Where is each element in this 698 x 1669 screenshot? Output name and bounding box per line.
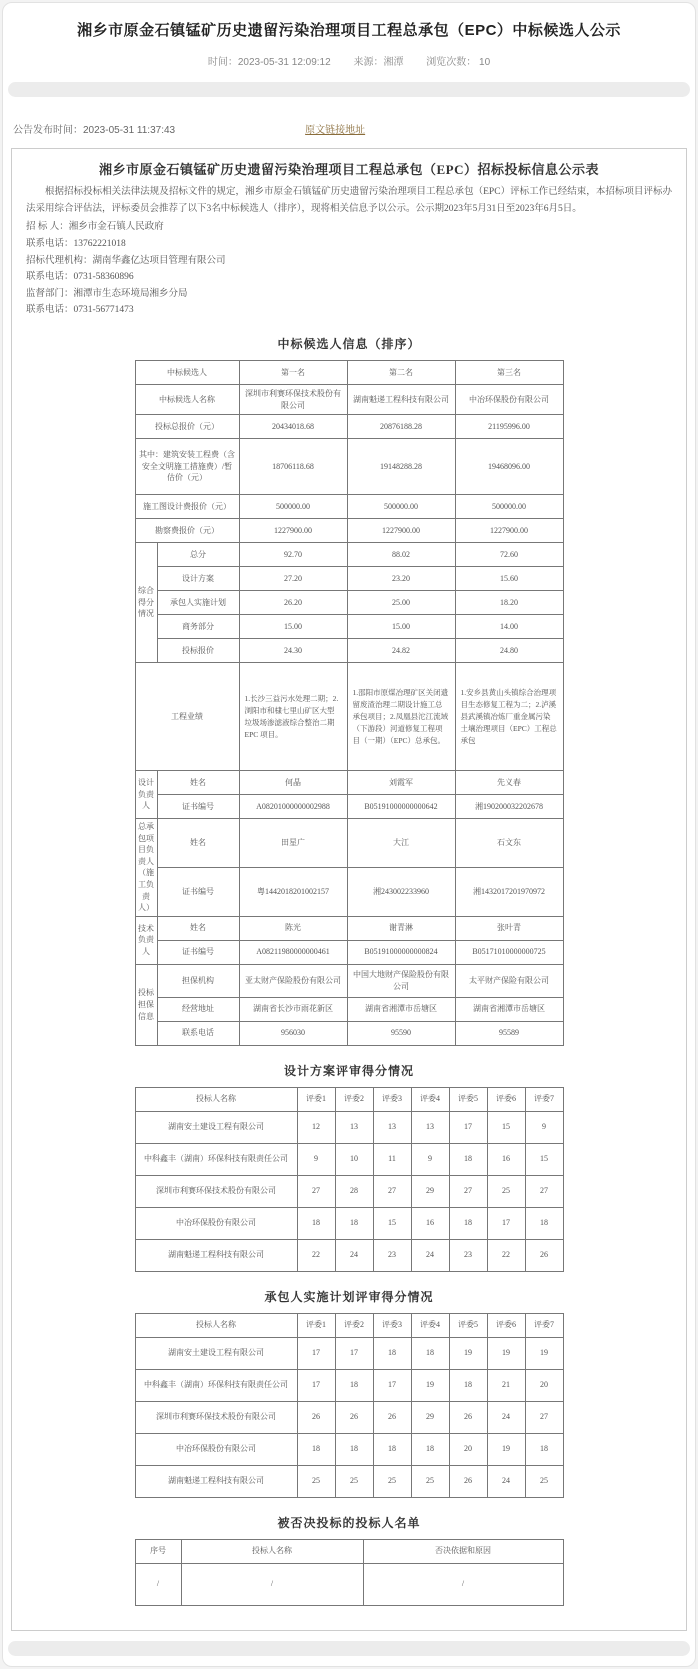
meta-source: 来源：湘潭 xyxy=(353,57,404,68)
score-cell: 24 xyxy=(411,1239,449,1271)
table-row xyxy=(135,1337,563,1369)
score-cell: 27 xyxy=(449,1175,487,1207)
cell: 太平财产保险有限公司 xyxy=(455,964,563,997)
bidder-name: 深圳市利赛环保技术股份有限公司 xyxy=(135,1401,297,1433)
cell: 湘190200032202678 xyxy=(455,795,563,819)
cell: 张叶青 xyxy=(455,916,563,940)
cell: 95589 xyxy=(455,1021,563,1045)
score-cell: 27 xyxy=(297,1175,335,1207)
score-cell: 26 xyxy=(449,1401,487,1433)
table-row xyxy=(135,1433,563,1465)
score-cell: 19 xyxy=(411,1369,449,1401)
score-cell: 18 xyxy=(335,1207,373,1239)
score-cell: 27 xyxy=(525,1175,563,1207)
table-row xyxy=(135,663,563,771)
table-row xyxy=(135,916,563,940)
plan-scores-table xyxy=(135,1313,564,1498)
score-cell: 16 xyxy=(487,1143,525,1175)
meta-row xyxy=(3,53,695,68)
cell: 1.邵阳市原煤冶理矿区关闭遗留废渣治理二期设计施工总承包项目；2.凤凰县沱江流域（下游段）河道修复工程项目（一期）（EPC）总承包。 xyxy=(347,663,455,771)
cell: A08201000000002988 xyxy=(239,795,347,819)
bidder-name: 湖南安土建设工程有限公司 xyxy=(135,1337,297,1369)
design-scores-table xyxy=(135,1087,564,1272)
row-label: 其中：建筑安装工程费（含安全文明施工措施费）/暂估价（元） xyxy=(135,439,239,495)
announcement-document xyxy=(11,148,687,1631)
meta-views: 浏览次数： 10 xyxy=(426,57,491,68)
cell: 23.20 xyxy=(347,567,455,591)
bidder-name: 湖南魁递工程科技有限公司 xyxy=(135,1465,297,1497)
score-cell: 23 xyxy=(373,1239,411,1271)
score-cell: 17 xyxy=(373,1369,411,1401)
cell: 88.02 xyxy=(347,543,455,567)
table-row xyxy=(135,1207,563,1239)
row-label: 担保机构 xyxy=(157,964,239,997)
score-cell: 18 xyxy=(411,1337,449,1369)
table-header-row xyxy=(135,1087,563,1111)
score-cell: 16 xyxy=(411,1207,449,1239)
score-cell: 20 xyxy=(525,1369,563,1401)
score-cell: 20 xyxy=(449,1433,487,1465)
cell: 何晶 xyxy=(239,771,347,795)
cell: 26.20 xyxy=(239,591,347,615)
cell: 湖南省湘潭市岳塘区 xyxy=(455,997,563,1021)
score-cell: 17 xyxy=(449,1111,487,1143)
supervisor-line: 监督部门：湘潭市生态环境局湘乡分局 xyxy=(26,288,188,299)
table-header-row xyxy=(135,1313,563,1337)
cell: 24.80 xyxy=(455,639,563,663)
score-cell: 11 xyxy=(373,1143,411,1175)
col-header: 评委4 xyxy=(411,1087,449,1111)
table-row xyxy=(135,385,563,415)
cell: 20434018.68 xyxy=(239,415,347,439)
score-cell: 18 xyxy=(335,1433,373,1465)
cell: 72.60 xyxy=(455,543,563,567)
row-label: 联系电话 xyxy=(157,1021,239,1045)
table-row xyxy=(135,495,563,519)
row-label: 商务部分 xyxy=(157,615,239,639)
score-cell: 25 xyxy=(525,1465,563,1497)
row-label: 投标总报价（元） xyxy=(135,415,239,439)
table-row xyxy=(135,867,563,916)
score-cell: 24 xyxy=(335,1239,373,1271)
design-scores-section-title: 设计方案评审得分情况 xyxy=(283,1063,414,1078)
col-header: 评委6 xyxy=(487,1087,525,1111)
cell: 18.20 xyxy=(455,591,563,615)
cell: 24.30 xyxy=(239,639,347,663)
cell: 24.82 xyxy=(347,639,455,663)
candidates-section-title: 中标候选人信息（排序） xyxy=(277,337,421,351)
row-label: 姓名 xyxy=(157,771,239,795)
score-cell: 17 xyxy=(297,1369,335,1401)
table-row xyxy=(135,940,563,964)
table-row xyxy=(135,439,563,495)
cell: 湖南魁递工程科技有限公司 xyxy=(347,385,455,415)
cell: 20876188.28 xyxy=(347,415,455,439)
score-cell: 18 xyxy=(335,1369,373,1401)
cell: 湘243002233960 xyxy=(347,867,455,916)
col-header: 评委5 xyxy=(449,1313,487,1337)
table-row xyxy=(135,1111,563,1143)
person-group-label: 技术负责人 xyxy=(135,916,157,964)
document-intro: 根据招标投标相关法律法规及招标文件的规定，湘乡市原金石镇锰矿历史遗留污染治理项目工程总承包（EPC）评标工作已经结束，本招标项目评标办法采用综合评估法，评标委员会推荐了以下3名中标候选人（排序），现将相关信息予以公示。公示期2023年5月31日至2023年6月5日。 xyxy=(26,187,672,214)
score-cell: 19 xyxy=(487,1433,525,1465)
col-header: 评委2 xyxy=(335,1313,373,1337)
score-cell: 19 xyxy=(487,1337,525,1369)
score-cell: 18 xyxy=(297,1433,335,1465)
score-cell: 13 xyxy=(373,1111,411,1143)
cell: A08211980000000461 xyxy=(239,940,347,964)
score-cell: 15 xyxy=(525,1143,563,1175)
cell: 1227900.00 xyxy=(239,519,347,543)
score-cell: 25 xyxy=(297,1465,335,1497)
table-row xyxy=(135,591,563,615)
cell: 第一名 xyxy=(239,361,347,385)
cell: 21195996.00 xyxy=(455,415,563,439)
publish-time: 公告发布时间：2023-05-31 11:37:43 xyxy=(13,125,176,136)
table-row xyxy=(135,519,563,543)
col-header: 评委3 xyxy=(373,1313,411,1337)
row-label: 中标候选人 xyxy=(135,361,239,385)
cell: 15.00 xyxy=(347,615,455,639)
score-cell: 29 xyxy=(411,1175,449,1207)
row-label: 姓名 xyxy=(157,819,239,868)
cell: 500000.00 xyxy=(239,495,347,519)
row-label: 工程业绩 xyxy=(135,663,239,771)
cell: 27.20 xyxy=(239,567,347,591)
row-label: 证书编号 xyxy=(157,867,239,916)
table-row xyxy=(135,771,563,795)
contact-lines xyxy=(26,219,672,319)
score-cell: 24 xyxy=(487,1401,525,1433)
cell: 19148288.28 xyxy=(347,439,455,495)
table-row xyxy=(135,543,563,567)
score-cell: 18 xyxy=(525,1207,563,1239)
cell: 第二名 xyxy=(347,361,455,385)
score-cell: 25 xyxy=(411,1465,449,1497)
cell: 湖南省长沙市雨花新区 xyxy=(239,997,347,1021)
score-cell: 18 xyxy=(449,1369,487,1401)
score-cell: 19 xyxy=(525,1337,563,1369)
score-cell: 22 xyxy=(487,1239,525,1271)
cell: 95590 xyxy=(347,1021,455,1045)
cell: 深圳市利赛环保技术股份有限公司 xyxy=(239,385,347,415)
row-label: 勘察费报价（元） xyxy=(135,519,239,543)
score-cell: 9 xyxy=(297,1143,335,1175)
cell: 1.安乡县黄山头镇综合治理项目生态修复工程为二；2.泸溪县武溪镇冶炼厂重金属污染土壤治理项目（EPC）工程总承包 xyxy=(455,663,563,771)
score-cell: 18 xyxy=(297,1207,335,1239)
score-cell: 18 xyxy=(411,1433,449,1465)
score-cell: 18 xyxy=(525,1433,563,1465)
col-header: 评委1 xyxy=(297,1087,335,1111)
cell: 1227900.00 xyxy=(455,519,563,543)
tenderer-phone-line: 联系电话：13762221018 xyxy=(26,238,126,249)
score-cell: 18 xyxy=(373,1337,411,1369)
agency-line: 招标代理机构：湖南华鑫亿达项目管理有限公司 xyxy=(26,255,226,266)
score-cell: 26 xyxy=(449,1465,487,1497)
col-header: 投标人名称 xyxy=(181,1539,363,1563)
table-row xyxy=(135,1465,563,1497)
table-row xyxy=(135,1401,563,1433)
cell: 陈光 xyxy=(239,916,347,940)
score-cell: 10 xyxy=(335,1143,373,1175)
document-title: 湘乡市原金石镇锰矿历史遗留污染治理项目工程总承包（EPC）招标投标信息公示表 xyxy=(98,162,599,177)
original-link[interactable]: 原文链接地址 xyxy=(305,125,366,136)
score-cell: 25 xyxy=(335,1465,373,1497)
bidder-name: 中冶环保股份有限公司 xyxy=(135,1433,297,1465)
row-label: 施工图设计费报价（元） xyxy=(135,495,239,519)
bidder-name: 湖南魁递工程科技有限公司 xyxy=(135,1239,297,1271)
bidder-name: 中科鑫丰（湖南）环保科技有限责任公司 xyxy=(135,1143,297,1175)
col-header: 投标人名称 xyxy=(135,1313,297,1337)
cell: 500000.00 xyxy=(347,495,455,519)
row-label: 设计方案 xyxy=(157,567,239,591)
cell: 大江 xyxy=(347,819,455,868)
cell: 14.00 xyxy=(455,615,563,639)
cell: 1227900.00 xyxy=(347,519,455,543)
row-label: 姓名 xyxy=(157,916,239,940)
page-title: 湘乡市原金石镇锰矿历史遗留污染治理项目工程总承包（EPC）中标候选人公示 xyxy=(77,22,621,39)
cell: 中国大地财产保险股份有限公司 xyxy=(347,964,455,997)
score-cell: 15 xyxy=(373,1207,411,1239)
cell: 15.60 xyxy=(455,567,563,591)
score-cell: 24 xyxy=(487,1465,525,1497)
row-label: 经营地址 xyxy=(157,997,239,1021)
row-label: 证书编号 xyxy=(157,795,239,819)
score-cell: 18 xyxy=(449,1143,487,1175)
table-row xyxy=(135,1143,563,1175)
score-cell: 22 xyxy=(297,1239,335,1271)
cell: 先义春 xyxy=(455,771,563,795)
cell: 石文东 xyxy=(455,819,563,868)
table-row xyxy=(135,1239,563,1271)
table-row xyxy=(135,819,563,868)
score-cell: 13 xyxy=(335,1111,373,1143)
cell: 956030 xyxy=(239,1021,347,1045)
col-header: 评委2 xyxy=(335,1087,373,1111)
col-header: 评委1 xyxy=(297,1313,335,1337)
score-cell: 9 xyxy=(411,1143,449,1175)
score-cell: 21 xyxy=(487,1369,525,1401)
bidder-name: 中冶环保股份有限公司 xyxy=(135,1207,297,1239)
table-row xyxy=(135,361,563,385)
score-cell: 23 xyxy=(449,1239,487,1271)
score-cell: 9 xyxy=(525,1111,563,1143)
table-row xyxy=(135,639,563,663)
cell: 谢青淋 xyxy=(347,916,455,940)
bidder-name: 深圳市利赛环保技术股份有限公司 xyxy=(135,1175,297,1207)
cell: B05191000000000642 xyxy=(347,795,455,819)
score-cell: 19 xyxy=(449,1337,487,1369)
cell: 19468096.00 xyxy=(455,439,563,495)
col-header: 评委7 xyxy=(525,1087,563,1111)
bidder-name: 湖南安土建设工程有限公司 xyxy=(135,1111,297,1143)
supervisor-phone-line: 联系电话：0731-56771473 xyxy=(26,305,134,316)
plan-scores-section-title: 承包人实施计划评审得分情况 xyxy=(264,1289,434,1304)
table-header-row xyxy=(135,1539,563,1563)
row-label: 证书编号 xyxy=(157,940,239,964)
score-cell: 18 xyxy=(449,1207,487,1239)
score-cell: 17 xyxy=(297,1337,335,1369)
cell: 18706118.68 xyxy=(239,439,347,495)
table-row xyxy=(135,415,563,439)
cell: 粤1442018201002157 xyxy=(239,867,347,916)
page-card xyxy=(2,2,696,1667)
score-cell: 29 xyxy=(411,1401,449,1433)
col-header: 评委5 xyxy=(449,1087,487,1111)
tenderer-line: 招 标 人：湘乡市金石镇人民政府 xyxy=(26,222,164,233)
score-cell: 27 xyxy=(373,1175,411,1207)
table-row xyxy=(135,615,563,639)
table-row xyxy=(135,1175,563,1207)
guarantee-group-label: 投标担保信息 xyxy=(135,964,157,1045)
cell: B05191000000000824 xyxy=(347,940,455,964)
table-row xyxy=(135,1021,563,1045)
table-row xyxy=(135,1369,563,1401)
col-header: 评委4 xyxy=(411,1313,449,1337)
footer-divider-strip xyxy=(8,1641,690,1656)
rejected-bidders-table xyxy=(135,1539,564,1606)
col-header: 评委6 xyxy=(487,1313,525,1337)
person-group-label: 总承包项目负责人（施工负责人） xyxy=(135,819,157,917)
col-header: 否决依据和原因 xyxy=(363,1539,563,1563)
col-header: 投标人名称 xyxy=(135,1087,297,1111)
header-divider-strip xyxy=(8,82,690,97)
cell: 第三名 xyxy=(455,361,563,385)
score-cell: 25 xyxy=(373,1465,411,1497)
person-group-label: 设计负责人 xyxy=(135,771,157,819)
score-cell: 15 xyxy=(487,1111,525,1143)
cell: / xyxy=(135,1563,181,1605)
table-row xyxy=(135,795,563,819)
score-cell: 28 xyxy=(335,1175,373,1207)
score-cell: 26 xyxy=(373,1401,411,1433)
table-row xyxy=(135,997,563,1021)
rejected-section-title: 被否决投标的投标人名单 xyxy=(277,1515,421,1530)
publish-row xyxy=(13,121,685,136)
col-header: 评委3 xyxy=(373,1087,411,1111)
cell: 亚太财产保险股份有限公司 xyxy=(239,964,347,997)
score-cell: 26 xyxy=(297,1401,335,1433)
agency-phone-line: 联系电话：0731-58360896 xyxy=(26,272,134,283)
row-label: 中标候选人名称 xyxy=(135,385,239,415)
cell: 1.长沙三益污水处理二期；2.浏阳市和棣七里山矿区大型垃圾场渗滤液综合整治二期 EPC 项目。 xyxy=(239,663,347,771)
candidates-table xyxy=(135,360,564,1046)
row-label: 投标报价 xyxy=(157,639,239,663)
score-cell: 17 xyxy=(487,1207,525,1239)
score-cell: 26 xyxy=(525,1239,563,1271)
score-cell: 27 xyxy=(525,1401,563,1433)
cell: B05171010000000725 xyxy=(455,940,563,964)
cell: / xyxy=(363,1563,563,1605)
cell: 中冶环保股份有限公司 xyxy=(455,385,563,415)
meta-time: 时间：2023-05-31 12:09:12 xyxy=(207,57,331,68)
bidder-name: 中科鑫丰（湖南）环保科技有限责任公司 xyxy=(135,1369,297,1401)
cell: 92.70 xyxy=(239,543,347,567)
cell: 15.00 xyxy=(239,615,347,639)
cell: 田星广 xyxy=(239,819,347,868)
table-row xyxy=(135,964,563,997)
score-cell: 17 xyxy=(335,1337,373,1369)
cell: 湖南省湘潭市岳塘区 xyxy=(347,997,455,1021)
score-cell: 18 xyxy=(373,1433,411,1465)
cell: 刘霞军 xyxy=(347,771,455,795)
score-cell: 12 xyxy=(297,1111,335,1143)
table-row xyxy=(135,567,563,591)
row-label: 承包人实施计划 xyxy=(157,591,239,615)
cell: / xyxy=(181,1563,363,1605)
row-label: 总分 xyxy=(157,543,239,567)
score-cell: 26 xyxy=(335,1401,373,1433)
table-row xyxy=(135,1563,563,1605)
col-header: 评委7 xyxy=(525,1313,563,1337)
col-header: 序号 xyxy=(135,1539,181,1563)
cell: 500000.00 xyxy=(455,495,563,519)
score-cell: 25 xyxy=(487,1175,525,1207)
score-cell: 13 xyxy=(411,1111,449,1143)
cell: 湘1432017201970972 xyxy=(455,867,563,916)
score-group-label: 综合得分情况 xyxy=(135,543,157,663)
cell: 25.00 xyxy=(347,591,455,615)
